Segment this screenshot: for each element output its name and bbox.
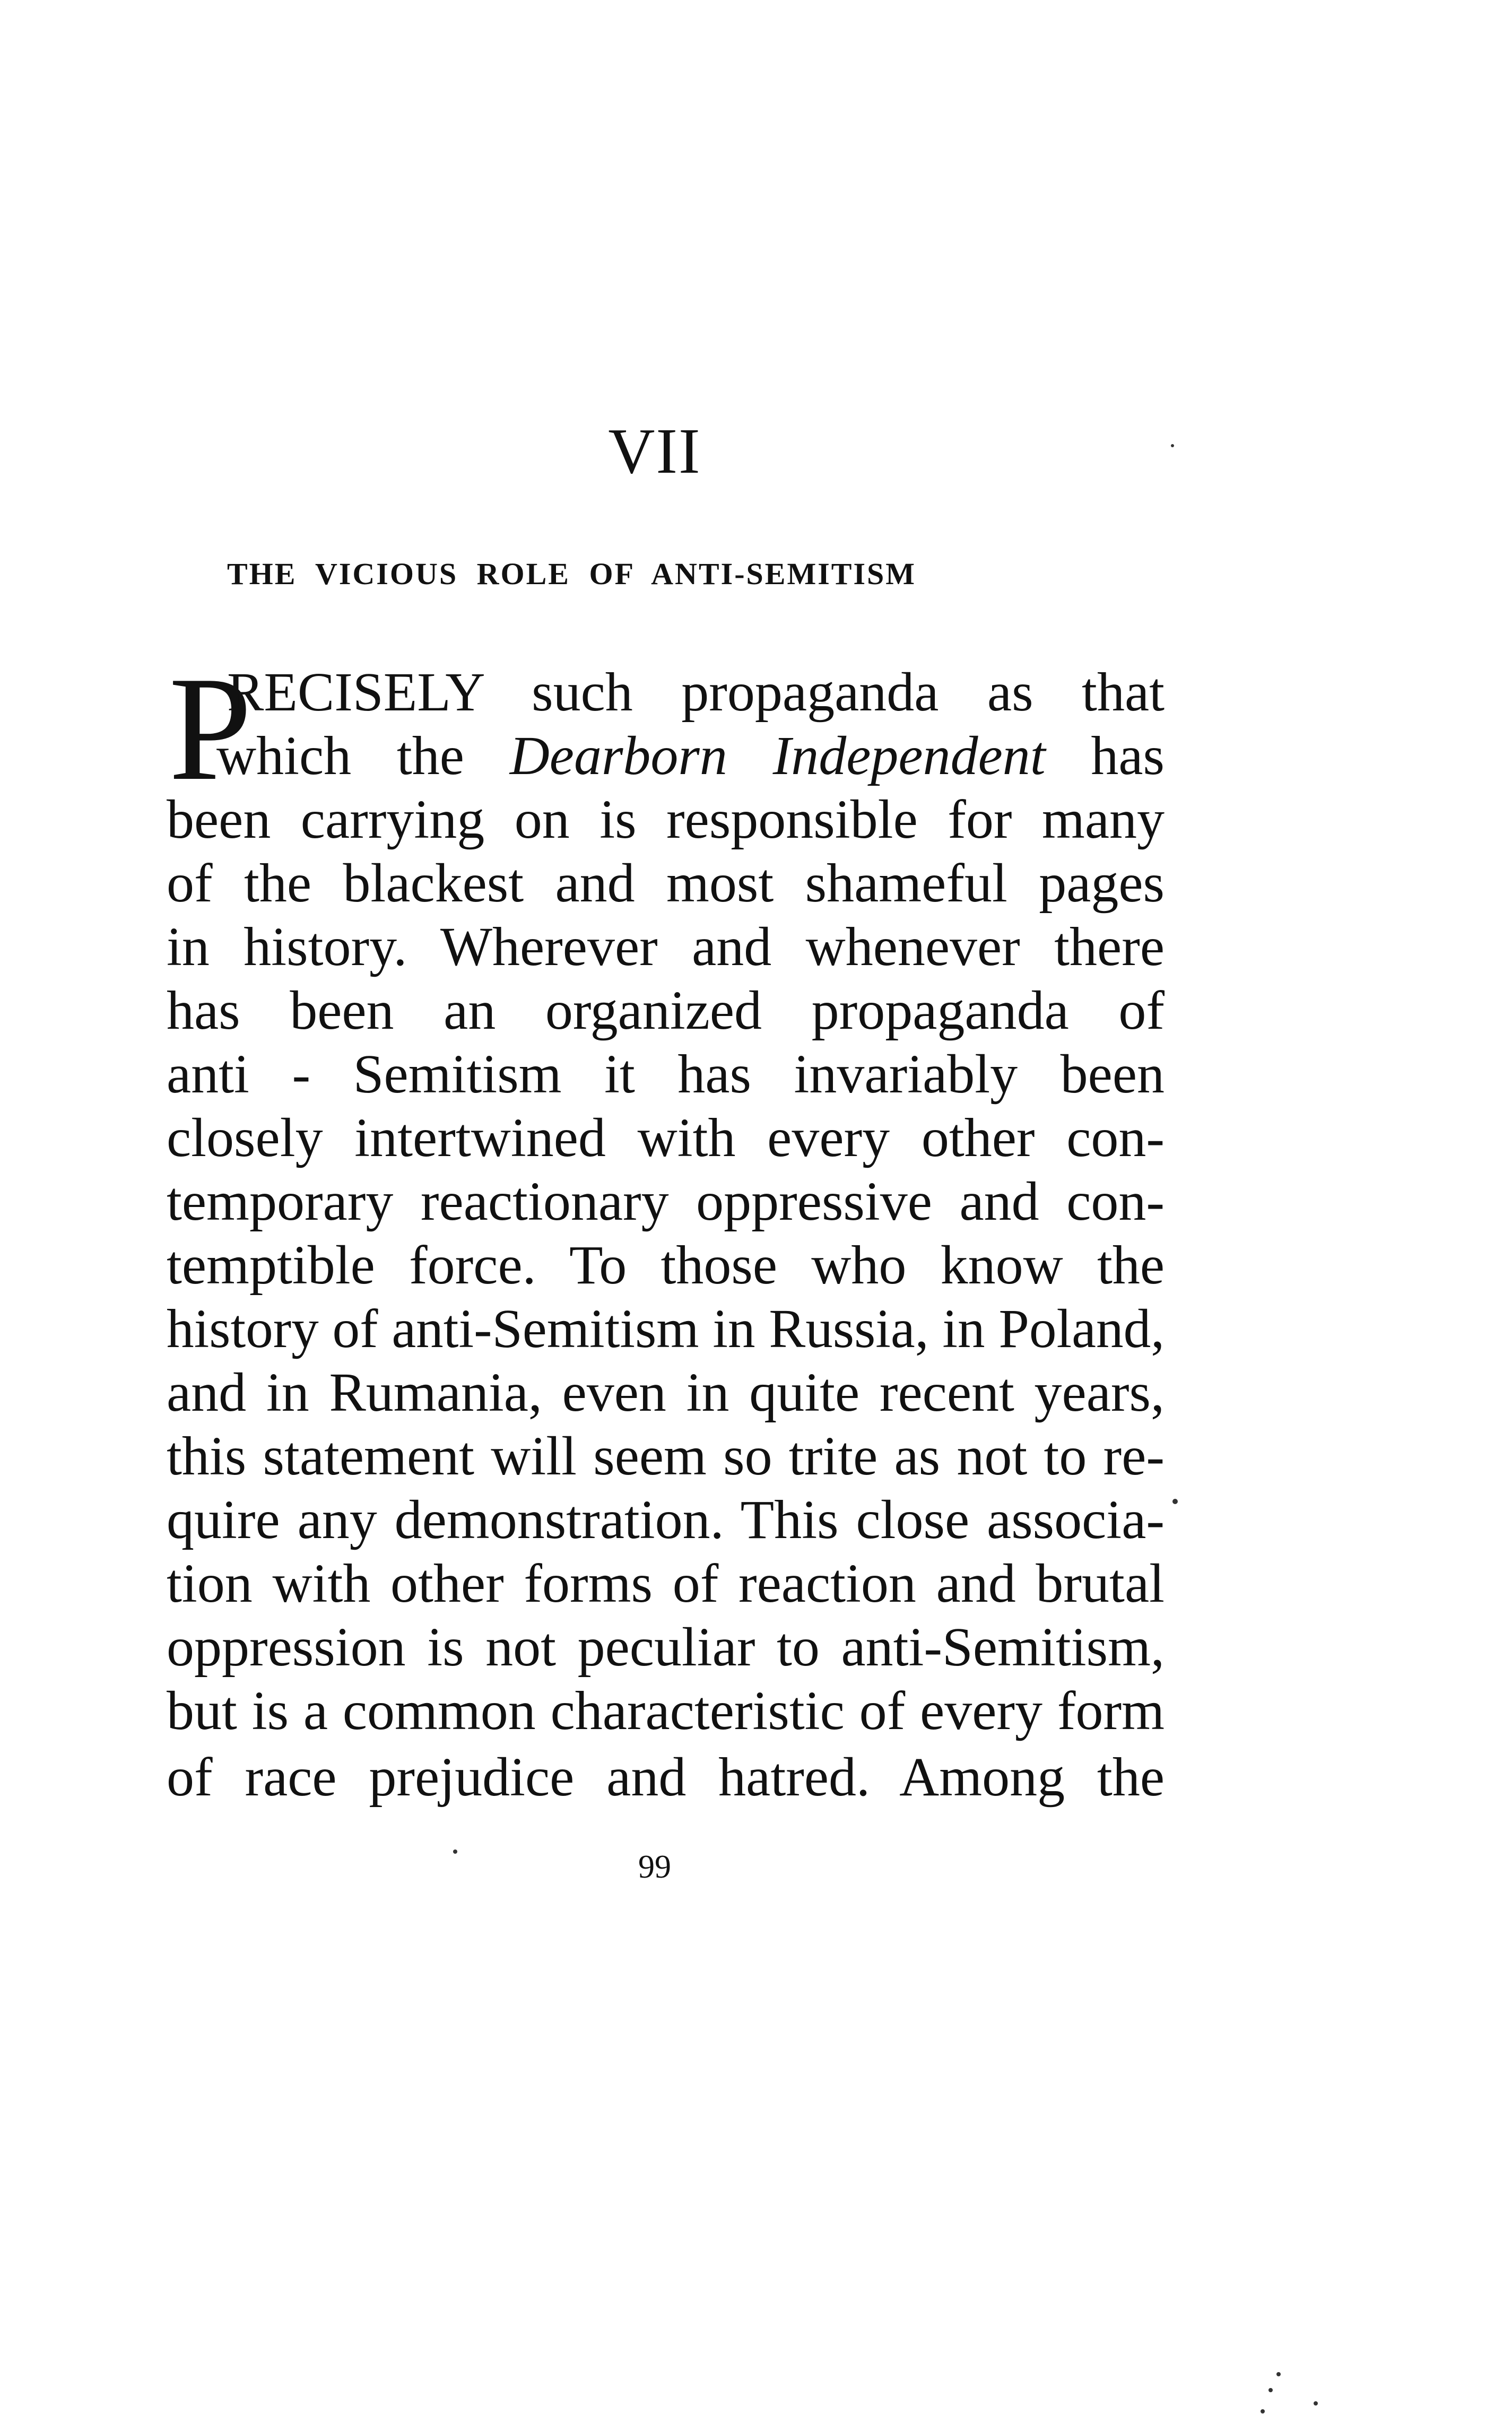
body-line-text: oppression is not peculiar to anti-Semitism, xyxy=(167,1617,1165,1678)
chapter-number: VII xyxy=(608,415,701,487)
body-line-text: been carrying on is responsible for many xyxy=(167,789,1165,850)
body-line-text: in history. Wherever and whenever there xyxy=(167,916,1165,977)
body-line-text: quire any demonstration. This close associa- xyxy=(167,1489,1165,1550)
drop-cap: P xyxy=(169,646,252,811)
chapter-title: THE VICIOUS ROLE OF ANTI-SEMITISM xyxy=(227,557,917,591)
page-number: 99 xyxy=(638,1849,671,1885)
body-line-text: but is a common characteristic of every form xyxy=(167,1680,1165,1741)
body-line-text: has been an organized propaganda of xyxy=(167,980,1165,1041)
body-line-text: RECISELY such propaganda as that xyxy=(227,662,1165,723)
body-line-text: temporary reactionary oppressive and con- xyxy=(167,1171,1165,1232)
body-line-text: tion with other forms of reaction and brutal xyxy=(167,1553,1165,1614)
body-line-text: closely intertwined with every other con- xyxy=(167,1107,1165,1168)
body-line-text: and in Rumania, even in quite recent years, xyxy=(167,1362,1165,1423)
body-line-text: of race prejudice and hatred. Among the xyxy=(167,1747,1165,1808)
body-line-text: this statement will seem so trite as not to re- xyxy=(167,1426,1165,1487)
body-line-text: temptible force. To those who know the xyxy=(167,1235,1165,1296)
text: has xyxy=(1045,725,1165,786)
text: which the xyxy=(216,725,510,786)
body-line-text: anti - Semitism it has invariably been xyxy=(167,1044,1165,1105)
newspaper-title: Dearborn Independent xyxy=(509,725,1046,786)
body-line-text: of the blackest and most shameful pages xyxy=(167,853,1165,914)
body-line-text: history of anti-Semitism in Russia, in Poland, xyxy=(167,1298,1165,1359)
